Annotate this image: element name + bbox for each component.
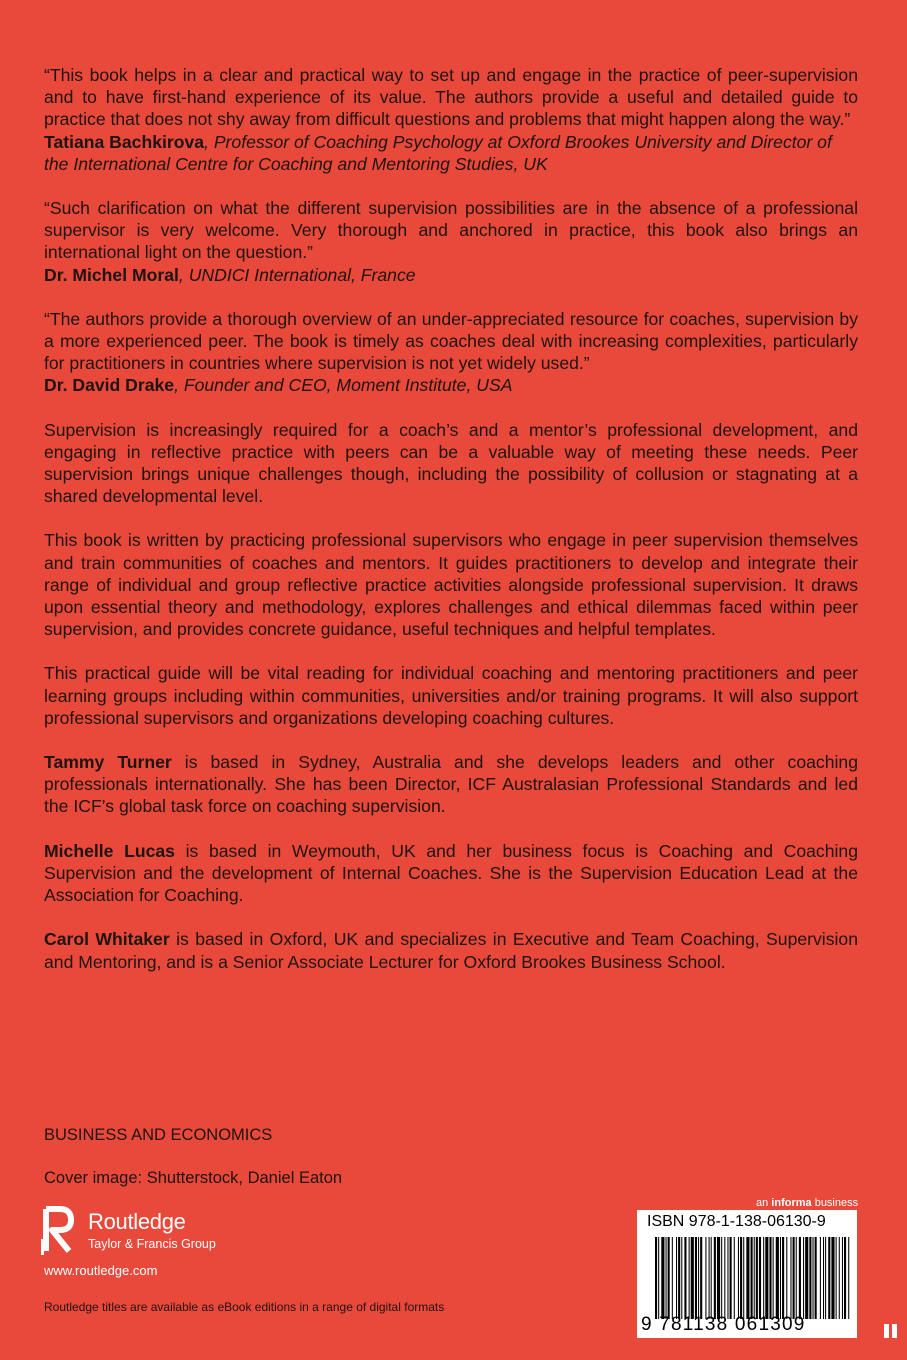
author-name: Tammy Turner <box>44 752 172 773</box>
barcode-bar <box>842 1237 843 1319</box>
barcode-bar <box>793 1237 795 1319</box>
author-name: Carol Whitaker <box>44 929 170 950</box>
quote-text: “This book helps in a clear and practical way to set up and engage in the practice of peer-supervision and to have first-hand experience of its value. The authors provide a useful and detailed guide to practice that does not shy away from difficult questions and problems that might happen along the way.” <box>44 65 858 130</box>
barcode-bar <box>740 1237 742 1319</box>
ebook-note: Routledge titles are available as eBook editions in a range of digital formats <box>44 1300 445 1314</box>
quote-text: “The authors provide a thorough overview of an under-appreciated resource for coaches, supervision by a more experienced peer. The book is timely as coaches deal with increasing complexities, particularly for practitioners in countries where supervision is not yet widely used.” <box>44 308 858 374</box>
author-bio-text: is based in Oxford, UK and specializes in Executive and Team Coaching, Supervision and Mentoring, and is a Senior Associate Lecturer for Oxford Brookes Business School. <box>44 929 858 972</box>
barcode-bar <box>684 1237 686 1319</box>
barcode-bar <box>698 1237 699 1319</box>
endorsement-quote <box>44 197 858 286</box>
endorser-name: Dr. Michel Moral <box>44 264 179 285</box>
barcode-bar <box>721 1237 722 1319</box>
barcode-bar <box>820 1237 821 1319</box>
barcode-bar <box>711 1237 712 1319</box>
barcode-bar <box>695 1237 697 1319</box>
endorser-name: Tatiana Bachkirova <box>44 131 205 152</box>
endorsement-quote <box>44 308 858 397</box>
quote-text: “Such clarification on what the different supervision possibilities are in the absence of a professional supervisor is very welcome. Very thorough and anchored in practice, this book also brings an international light on the question.” <box>44 198 858 263</box>
informa-business-tag <box>756 1197 858 1209</box>
barcode-bar <box>759 1237 761 1319</box>
barcode-bar <box>844 1237 846 1319</box>
subject-category: BUSINESS AND ECONOMICS <box>44 1126 273 1144</box>
author-bio <box>44 928 858 972</box>
barcode-bar <box>661 1237 664 1319</box>
cover-image-credit: Cover image: Shutterstock, Daniel Eaton <box>44 1169 343 1187</box>
barcode-bar <box>839 1237 840 1319</box>
quote-attribution <box>44 374 858 396</box>
barcode-bar <box>700 1237 702 1319</box>
barcode-bar <box>825 1237 826 1319</box>
barcode-bar <box>848 1237 849 1319</box>
barcode-bar <box>676 1237 677 1319</box>
barcode-bar <box>672 1237 673 1319</box>
endorser-role: , UNDICI International, France <box>178 264 416 285</box>
barcode-bar <box>823 1237 824 1319</box>
barcode-bar <box>689 1237 690 1319</box>
barcode-bar <box>805 1237 808 1319</box>
author-bio-text: is based in Sydney, Australia and she develops leaders and other coaching professionals internationally. She has been Director, ICF Australasian Professional Standards and led the ICF’s global task force on coaching supervision. <box>44 752 858 817</box>
barcode-bar <box>790 1237 791 1319</box>
barcode-bar <box>655 1237 657 1319</box>
barcode-bar <box>763 1237 764 1319</box>
endorser-role: , Professor of Coaching Psychology at Oxford Brookes University and Director of the International Centre for Coaching and Mentoring Studies, UK <box>44 131 832 174</box>
informa-prefix: an <box>756 1197 772 1209</box>
isbn-label: ISBN 978-1-138-06130-9 <box>647 1213 826 1230</box>
barcode-bar <box>831 1237 834 1319</box>
barcode-bar <box>786 1237 787 1319</box>
endorser-name: Dr. David Drake <box>44 375 175 396</box>
barcode-bar <box>668 1237 670 1319</box>
barcode-bar <box>809 1237 811 1319</box>
barcode-bar <box>727 1237 728 1319</box>
barcode-bar <box>782 1237 784 1319</box>
barcode-digits: 9 781138 061309 <box>641 1314 806 1335</box>
barcode-bar <box>754 1237 755 1319</box>
barcode-bar <box>780 1237 781 1319</box>
barcode-bar <box>681 1237 682 1319</box>
description-paragraph: This book is written by practicing professional supervisors who engage in peer supervision themselves and train communities of coaches and mentors. It guides practitioners to develop and integrate their range of individual and group reflective practice activities alongside professional supervision. It draws upon essential theory and methodology, explores challenges and ethical dilemmas faced within peer supervision, and provides concrete guidance, useful techniques and helpful templates. <box>44 530 858 640</box>
description-paragraph: Supervision is increasingly required for a coach’s and a mentor’s professional development, and engaging in reflective practice with peers can be a valuable way of meeting these needs. Peer supervision brings unique challenges though, including the possibility of collusion or stagnating at a shared developmental level. <box>44 419 858 507</box>
informa-suffix: business <box>811 1197 859 1209</box>
barcode-bar <box>734 1237 735 1319</box>
endorsement-quote <box>44 64 858 175</box>
barcode-bar <box>813 1237 814 1319</box>
barcode-bar <box>776 1237 779 1319</box>
informa-brand: informa <box>771 1197 812 1209</box>
barcode-bar <box>678 1237 680 1319</box>
barcode-bar <box>738 1237 739 1319</box>
barcode-bar <box>799 1237 801 1319</box>
barcode-bar <box>773 1237 774 1319</box>
barcode-bar <box>709 1237 710 1319</box>
barcode-bar <box>743 1237 744 1319</box>
isbn-barcode <box>637 1210 857 1338</box>
barcode-bar <box>691 1237 694 1319</box>
barcode-bar <box>746 1237 749 1319</box>
publisher-website-link[interactable]: www.routledge.com <box>44 1263 158 1278</box>
publisher-name: Routledge <box>88 1209 186 1234</box>
barcode-bar <box>666 1237 667 1319</box>
author-bio <box>44 840 858 907</box>
barcode-bar <box>815 1237 817 1319</box>
quote-attribution <box>44 264 858 286</box>
author-name: Michelle Lucas <box>44 840 175 861</box>
barcode-bar <box>756 1237 758 1319</box>
author-bio-text: is based in Weymouth, UK and her business focus is Coaching and Coaching Supervision and the development of Internal Coaches. She is the Supervision Education Lead at the Association for Coaching. <box>44 840 858 906</box>
barcode-bar <box>769 1237 771 1319</box>
barcode-bar <box>836 1237 837 1319</box>
barcode-bar <box>803 1237 804 1319</box>
barcode-bar <box>705 1237 706 1319</box>
routledge-logo-icon <box>40 1205 78 1257</box>
barcode-bar <box>724 1237 725 1319</box>
barcode-bar <box>828 1237 830 1319</box>
barcode-bar <box>796 1237 797 1319</box>
spine-edge-mark <box>884 1322 898 1340</box>
description-paragraph: This practical guide will be vital reading for individual coaching and mentoring practitioners and peer learning groups including within communities, universities and/or training programs. It will also support professional supervisors and organizations developing coaching cultures. <box>44 663 858 728</box>
quote-attribution <box>44 131 858 175</box>
barcode-bar <box>714 1237 716 1319</box>
barcode-bar <box>751 1237 753 1319</box>
barcode-bar <box>717 1237 720 1319</box>
barcode-bar <box>658 1237 659 1319</box>
back-cover-text <box>44 64 858 995</box>
author-bio <box>44 751 858 818</box>
publisher-group: Taylor & Francis Group <box>88 1237 216 1251</box>
barcode-bar <box>730 1237 732 1319</box>
endorser-role: , Founder and CEO, Moment Institute, USA <box>174 375 513 396</box>
publisher-logo <box>40 1205 240 1255</box>
barcode-bars <box>655 1237 851 1319</box>
barcode-bar <box>765 1237 768 1319</box>
